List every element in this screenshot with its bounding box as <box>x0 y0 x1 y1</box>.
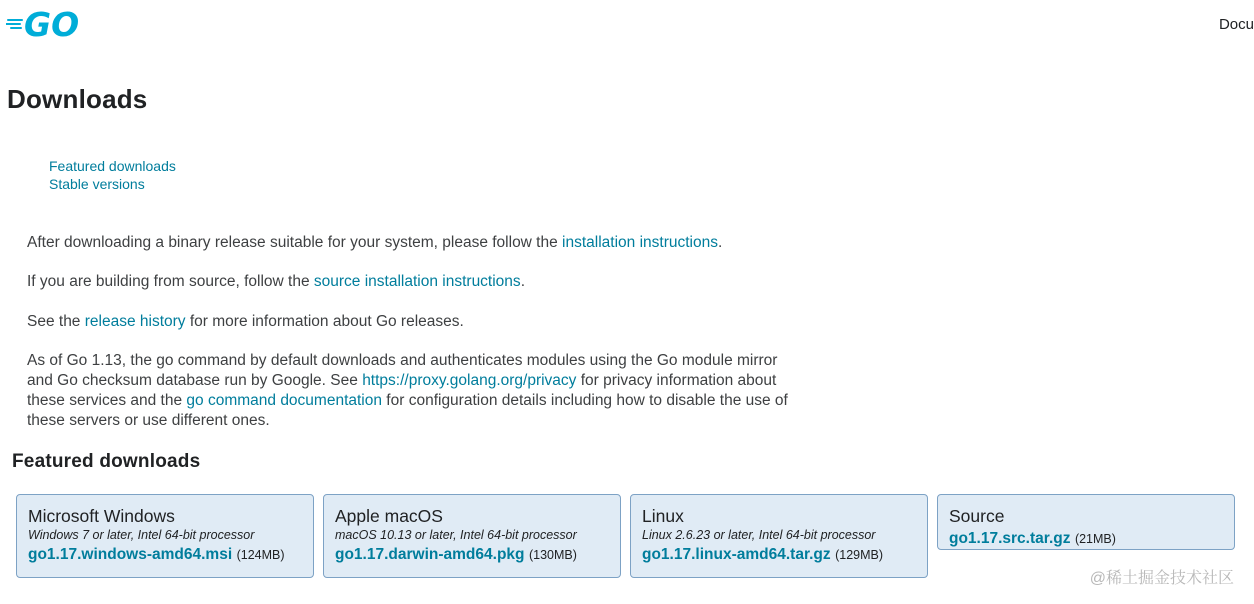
featured-downloads-heading: Featured downloads <box>12 451 201 472</box>
nav-documents-link[interactable]: Docu <box>1218 16 1254 33</box>
intro-paragraph-4 <box>27 351 827 430</box>
svg-text:GO: GO <box>24 6 80 40</box>
card-file-row <box>949 529 1224 549</box>
intro-paragraph-2 <box>27 272 827 292</box>
file-size: (124MB) <box>236 548 285 562</box>
text: these servers or use different ones. <box>27 411 270 429</box>
site-header <box>0 0 1254 50</box>
text: for configuration details including how to disable the use of <box>382 391 788 409</box>
card-os-name: Linux <box>642 506 684 526</box>
watermark: @稀土掘金技术社区 <box>1089 570 1234 587</box>
download-file-link[interactable]: go1.17.windows-amd64.msi <box>28 546 233 563</box>
text: and Go checksum database run by Google. See <box>27 371 363 389</box>
card-requirements: macOS 10.13 or later, Intel 64-bit processor <box>335 528 577 542</box>
card-file-row <box>335 545 610 565</box>
text: . <box>520 273 525 291</box>
go-logo[interactable] <box>6 6 90 40</box>
proxy-privacy-link[interactable]: https://proxy.golang.org/privacy <box>362 371 577 389</box>
release-history-link[interactable]: release history <box>84 312 186 330</box>
toc-featured-downloads-link[interactable]: Featured downloads <box>49 158 176 174</box>
text: If you are building from source, follow the <box>27 273 314 291</box>
text: . <box>718 234 723 251</box>
file-size: (130MB) <box>528 548 577 562</box>
source-installation-instructions-link[interactable]: source installation instructions <box>313 273 521 291</box>
download-card-windows[interactable] <box>16 494 314 578</box>
intro-paragraph-3 <box>27 312 827 332</box>
table-of-contents <box>49 157 176 193</box>
card-file-row <box>642 545 917 565</box>
text: for privacy information about <box>576 371 777 389</box>
card-requirements: Windows 7 or later, Intel 64-bit processor <box>28 528 255 542</box>
installation-instructions-link[interactable]: installation instructions <box>562 234 718 251</box>
text: As of Go 1.13, the go command by default downloads and authenticates modules using the Go module mirror <box>27 352 778 370</box>
file-size: (129MB) <box>835 548 884 562</box>
page-title: Downloads <box>7 84 148 114</box>
card-file-row <box>28 545 303 565</box>
card-os-name: Source <box>949 506 1005 526</box>
toc-stable-versions-link[interactable]: Stable versions <box>49 176 145 192</box>
text: for more information about Go releases. <box>185 312 464 330</box>
download-card-linux[interactable] <box>630 494 928 578</box>
file-size: (21MB) <box>1074 532 1116 546</box>
card-os-name: Microsoft Windows <box>28 506 175 526</box>
card-requirements: Linux 2.6.23 or later, Intel 64-bit processor <box>642 528 876 542</box>
intro-text <box>27 233 827 450</box>
intro-paragraph-1 <box>27 233 827 253</box>
download-file-link[interactable]: go1.17.src.tar.gz <box>949 530 1071 547</box>
text: See the <box>27 312 85 330</box>
go-command-documentation-link[interactable]: go command documentation <box>186 391 382 409</box>
download-card-macos[interactable] <box>323 494 621 578</box>
card-os-name: Apple macOS <box>335 506 443 526</box>
download-file-link[interactable]: go1.17.darwin-amd64.pkg <box>335 546 525 563</box>
download-card-source[interactable] <box>937 494 1235 550</box>
download-file-link[interactable]: go1.17.linux-amd64.tar.gz <box>642 546 831 563</box>
text: these services and the <box>27 391 187 409</box>
text: After downloading a binary release suitable for your system, please follow the <box>27 234 563 251</box>
